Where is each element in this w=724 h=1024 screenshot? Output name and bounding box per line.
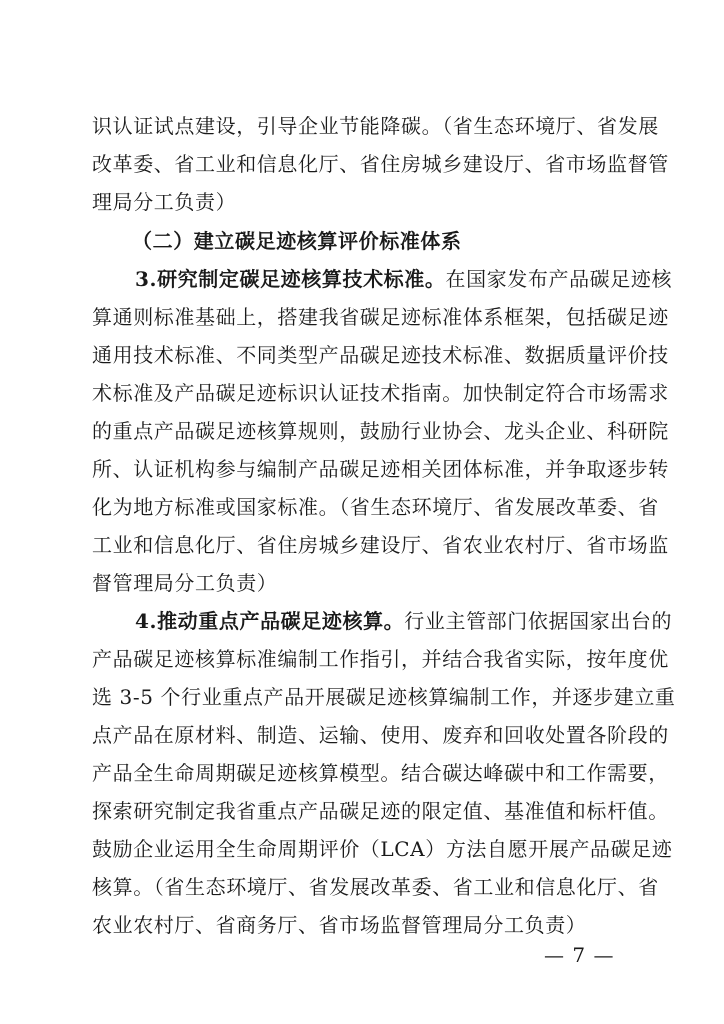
- item4-line-7: 核算。（省生态环境厅、省发展改革委、省工业和信息化厅、省: [92, 875, 659, 899]
- item4-first-line-text: 行业主管部门依据国家出台的: [404, 609, 673, 633]
- item4-line-3: 点产品在原材料、制造、运输、使用、废弃和回收处置各阶段的: [92, 723, 669, 747]
- item4-line-4: 产品全生命周期碳足迹核算模型。结合碳达峰碳中和工作需要，: [92, 761, 669, 785]
- item3-first-line-text: 在国家发布产品碳足迹核: [445, 267, 673, 291]
- item3-line-7: 工业和信息化厅、省住房城乡建设厅、省农业农村厅、省市场监: [92, 533, 669, 557]
- intro-line-3: 理局分工负责）: [92, 190, 237, 214]
- item4-line-2: 选 3-5 个行业重点产品开展碳足迹核算编制工作，并逐步建立重: [92, 685, 676, 709]
- item4-line-6: 鼓励企业运用全生命周期评价（LCA）方法自愿开展产品碳足迹: [92, 837, 673, 861]
- item4-line-1: 产品碳足迹核算标准编制工作指引，并结合我省实际，按年度优: [92, 647, 669, 671]
- item3-line-4: 的重点产品碳足迹核算规则，鼓励行业协会、龙头企业、科研院: [92, 419, 669, 443]
- page-number: — 7 —: [544, 943, 615, 967]
- item3-title: 3.研究制定碳足迹核算技术标准。: [135, 267, 446, 291]
- intro-line-2: 改革委、省工业和信息化厅、省住房城乡建设厅、省市场监督管: [92, 152, 669, 176]
- item3-line-3: 术标准及产品碳足迹标识认证技术指南。加快制定符合市场需求: [92, 381, 669, 405]
- item4-first-line: [135, 604, 673, 638]
- section-heading: （二）建立碳足迹核算评价标准体系: [132, 229, 462, 253]
- item3-line-5: 所、认证机构参与编制产品碳足迹相关团体标准，并争取逐步转: [92, 457, 669, 481]
- item3-first-line: [135, 262, 673, 296]
- intro-line-1: 识认证试点建设，引导企业节能降碳。（省生态环境厅、省发展: [92, 114, 659, 138]
- item4-title: 4.推动重点产品碳足迹核算。: [135, 609, 405, 633]
- item3-line-1: 算通则标准基础上，搭建我省碳足迹标准体系框架，包括碳足迹: [92, 305, 669, 329]
- item4-line-8: 农业农村厅、省商务厅、省市场监督管理局分工负责）: [92, 913, 587, 937]
- item3-line-2: 通用技术标准、不同类型产品碳足迹技术标准、数据质量评价技: [92, 343, 669, 367]
- item3-line-6: 化为地方标准或国家标准。（省生态环境厅、省发展改革委、省: [92, 495, 659, 519]
- item4-line-5: 探索研究制定我省重点产品碳足迹的限定值、基准值和标杆值。: [92, 799, 669, 823]
- item3-line-8: 督管理局分工负责）: [92, 571, 278, 595]
